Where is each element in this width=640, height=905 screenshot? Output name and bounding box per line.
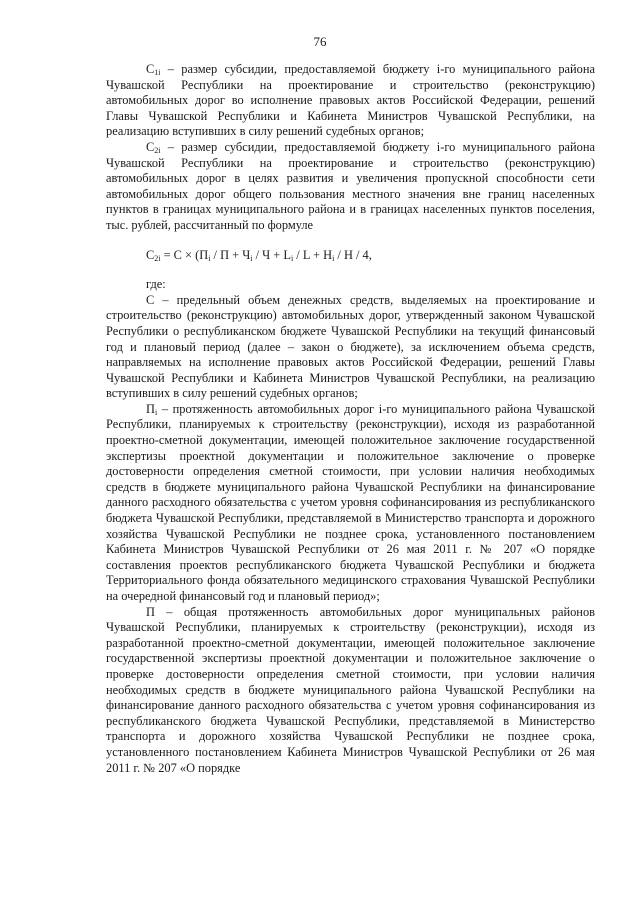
symbol-pi: $П_i$ (146, 401, 158, 417)
symbol-c1i: $C_{1i}$ (146, 62, 161, 77)
definition-pi: $П_i$ – протяженность автомобильных дорог i-го муниципального района Чувашской Республики, планируемых к строительству (реконструкции), исходя из разработанной проектно-сметной документации, имеющей положительное заключение государственной экспертизы проектной документации и положительное заключение о проверке достоверности определения сметной стоимости, при условии наличия необходимых средств в бюджете муниципального района Чувашской Республики на финансирование данного расходного обязательства с учетом уровня софинансирования из республиканского бюджета Чувашской Республики, представляемой в Министерство транспорта и дорожного хозяйства Чувашской Республики не позднее срока, установленного постановлением Кабинета Министров Чувашской Республики от 26 мая 2011 г. № 207 «О порядке составления проектов республиканского бюджета Чувашской Республики и бюджета Территориального фонда обязательного медицинского страхования Чувашской Республики на очередной финансовый год и плановый период»; (106, 401, 595, 603)
definition-p: П – общая протяженность автомобильных дорог муниципальных районов Чувашской Республики, планируемых к строительству (реконструкции), исходя из разработанной проектно-сметной документации, имеющей положительное заключение государственной экспертизы проектной документации и положительное заключение о проверке достоверности определения сметной стоимости, при условии наличия необходимых средств в бюджете муниципального района Чувашской Республики на финансирование данного расходного обязательства с учетом уровня софинансирования из республиканского бюджета Чувашской Республики, представляемой в Министерство транспорта и дорожного хозяйства Чувашской Республики не позднее срока, установленного постановлением Кабинета Министров Чувашской Республики от 26 мая 2011 г. № 207 «О порядке (106, 604, 595, 775)
where-label: где: (146, 277, 166, 292)
definition-c2i: $C_{2i}$ – размер субсидии, предоставляемой бюджету i-го муниципального района Чувашской Республики на проектирование и строительство (реконструкцию) автомобильных дорог в целях развития и увеличения пропускной способности сети автомобильных дорог общего пользования местного значения вне границ населенных пунктов в границах муниципального района и в границах населенных пунктов поселения, тыс. рублей, рассчитанный по формуле (106, 139, 595, 232)
definition-c: С – предельный объем денежных средств, выделяемых на проектирование и строительство (реконструкцию) автомобильных дорог, утвержденный законом Чувашской Республики о республиканском бюджете Чувашской Республики на текущий финансовый год и плановый период (далее – закон о бюджете), за исключением объема средств, направляемых на исполнение правовых актов Российской Федерации, решений Главы Чувашской Республики и Кабинета Министров Чувашской Республики, на реализацию вступивших в силу решений судебных органов; (106, 292, 595, 401)
subsidy-formula: $C_{2i} = C \times (П_i / П + Ч_i / Ч + L_i / L + Н_i / Н / 4$, (146, 247, 372, 263)
page-number: 76 (313, 34, 327, 49)
symbol-c2i: $C_{2i}$ (146, 139, 161, 155)
document-body (106, 62, 595, 776)
definition-c1i: $C_{1i}$ – размер субсидии, предоставляемой бюджету i-го муниципального района Чувашской Республики на проектирование и строительство (реконструкцию) автомобильных дорог во исполнение правовых актов Российской Федерации, решений Главы Чувашской Республики и Кабинета Министров Чувашской Республики, на реализацию вступивших в силу решений судебных органов; (106, 62, 595, 139)
